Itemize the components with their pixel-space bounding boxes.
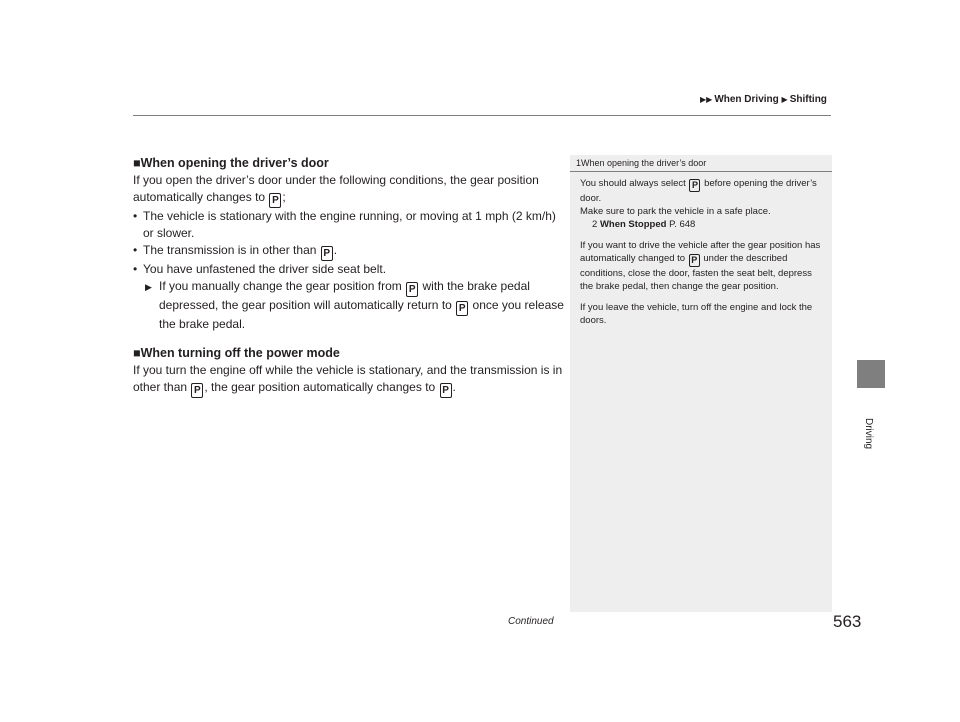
list-item: • The transmission is in other than P . bbox=[133, 242, 565, 261]
section-heading: ■When opening the driver’s door bbox=[133, 156, 329, 170]
gear-key-p: P bbox=[191, 383, 203, 398]
triangle-right-icon: ▶▶ bbox=[700, 95, 713, 104]
note-panel bbox=[570, 155, 832, 612]
intro-paragraph: If you open the driver’s door under the following conditions, the gear position automatically changes to P ; bbox=[133, 173, 539, 206]
note-icon: 1 bbox=[576, 158, 582, 168]
arrow-right-icon: ▶ bbox=[145, 282, 152, 292]
note-text: You should always select P before opening the driver’s door. bbox=[580, 178, 817, 204]
note-text: Make sure to park the vehicle in a safe place. bbox=[580, 206, 771, 217]
chapter-tab[interactable] bbox=[857, 360, 885, 388]
sub-note: ▶ If you manually change the gear position from P with the brake pedal depressed, the gear position will automatically return to P once you release the brake pedal. bbox=[145, 279, 564, 331]
note-text: If you want to drive the vehicle after the gear position has automatically changed to P under the described conditions, close the door, fasten the seat belt, depress the brake pedal, then change the gear position. bbox=[580, 240, 821, 292]
page-number: 563 bbox=[833, 612, 862, 631]
breadcrumb-level1[interactable]: When Driving bbox=[714, 94, 779, 105]
condition-list bbox=[133, 208, 565, 278]
breadcrumb bbox=[700, 94, 827, 105]
cross-reference[interactable]: 2 When Stopped P. 648 bbox=[592, 219, 696, 230]
breadcrumb-level2[interactable]: Shifting bbox=[789, 94, 827, 105]
note-text: If you leave the vehicle, turn off the engine and lock the doors. bbox=[580, 302, 813, 326]
gear-key-p: P bbox=[689, 254, 700, 267]
reference-arrow-icon: 2 bbox=[592, 219, 598, 230]
triangle-right-icon: ▶ bbox=[781, 95, 788, 104]
gear-key-p: P bbox=[406, 282, 418, 297]
gear-key-p: P bbox=[321, 246, 333, 261]
continued-label: Continued bbox=[508, 616, 554, 627]
header-divider bbox=[133, 115, 831, 116]
gear-key-p: P bbox=[456, 301, 468, 316]
section-heading: ■When turning off the power mode bbox=[133, 346, 340, 360]
note-heading: 1When opening the driver’s door bbox=[570, 155, 832, 172]
main-content bbox=[133, 155, 565, 398]
chapter-label: Driving bbox=[863, 418, 874, 450]
gear-key-p: P bbox=[440, 383, 452, 398]
list-item: • The vehicle is stationary with the engine running, or moving at 1 mph (2 km/h) or slower. bbox=[133, 208, 565, 242]
list-item: • You have unfastened the driver side seat belt. bbox=[133, 261, 565, 278]
gear-key-p: P bbox=[689, 179, 700, 192]
gear-key-p: P bbox=[269, 193, 281, 208]
power-mode-paragraph: If you turn the engine off while the vehicle is stationary, and the transmission is in other than P , the gear position automatically changes to P . bbox=[133, 363, 563, 396]
